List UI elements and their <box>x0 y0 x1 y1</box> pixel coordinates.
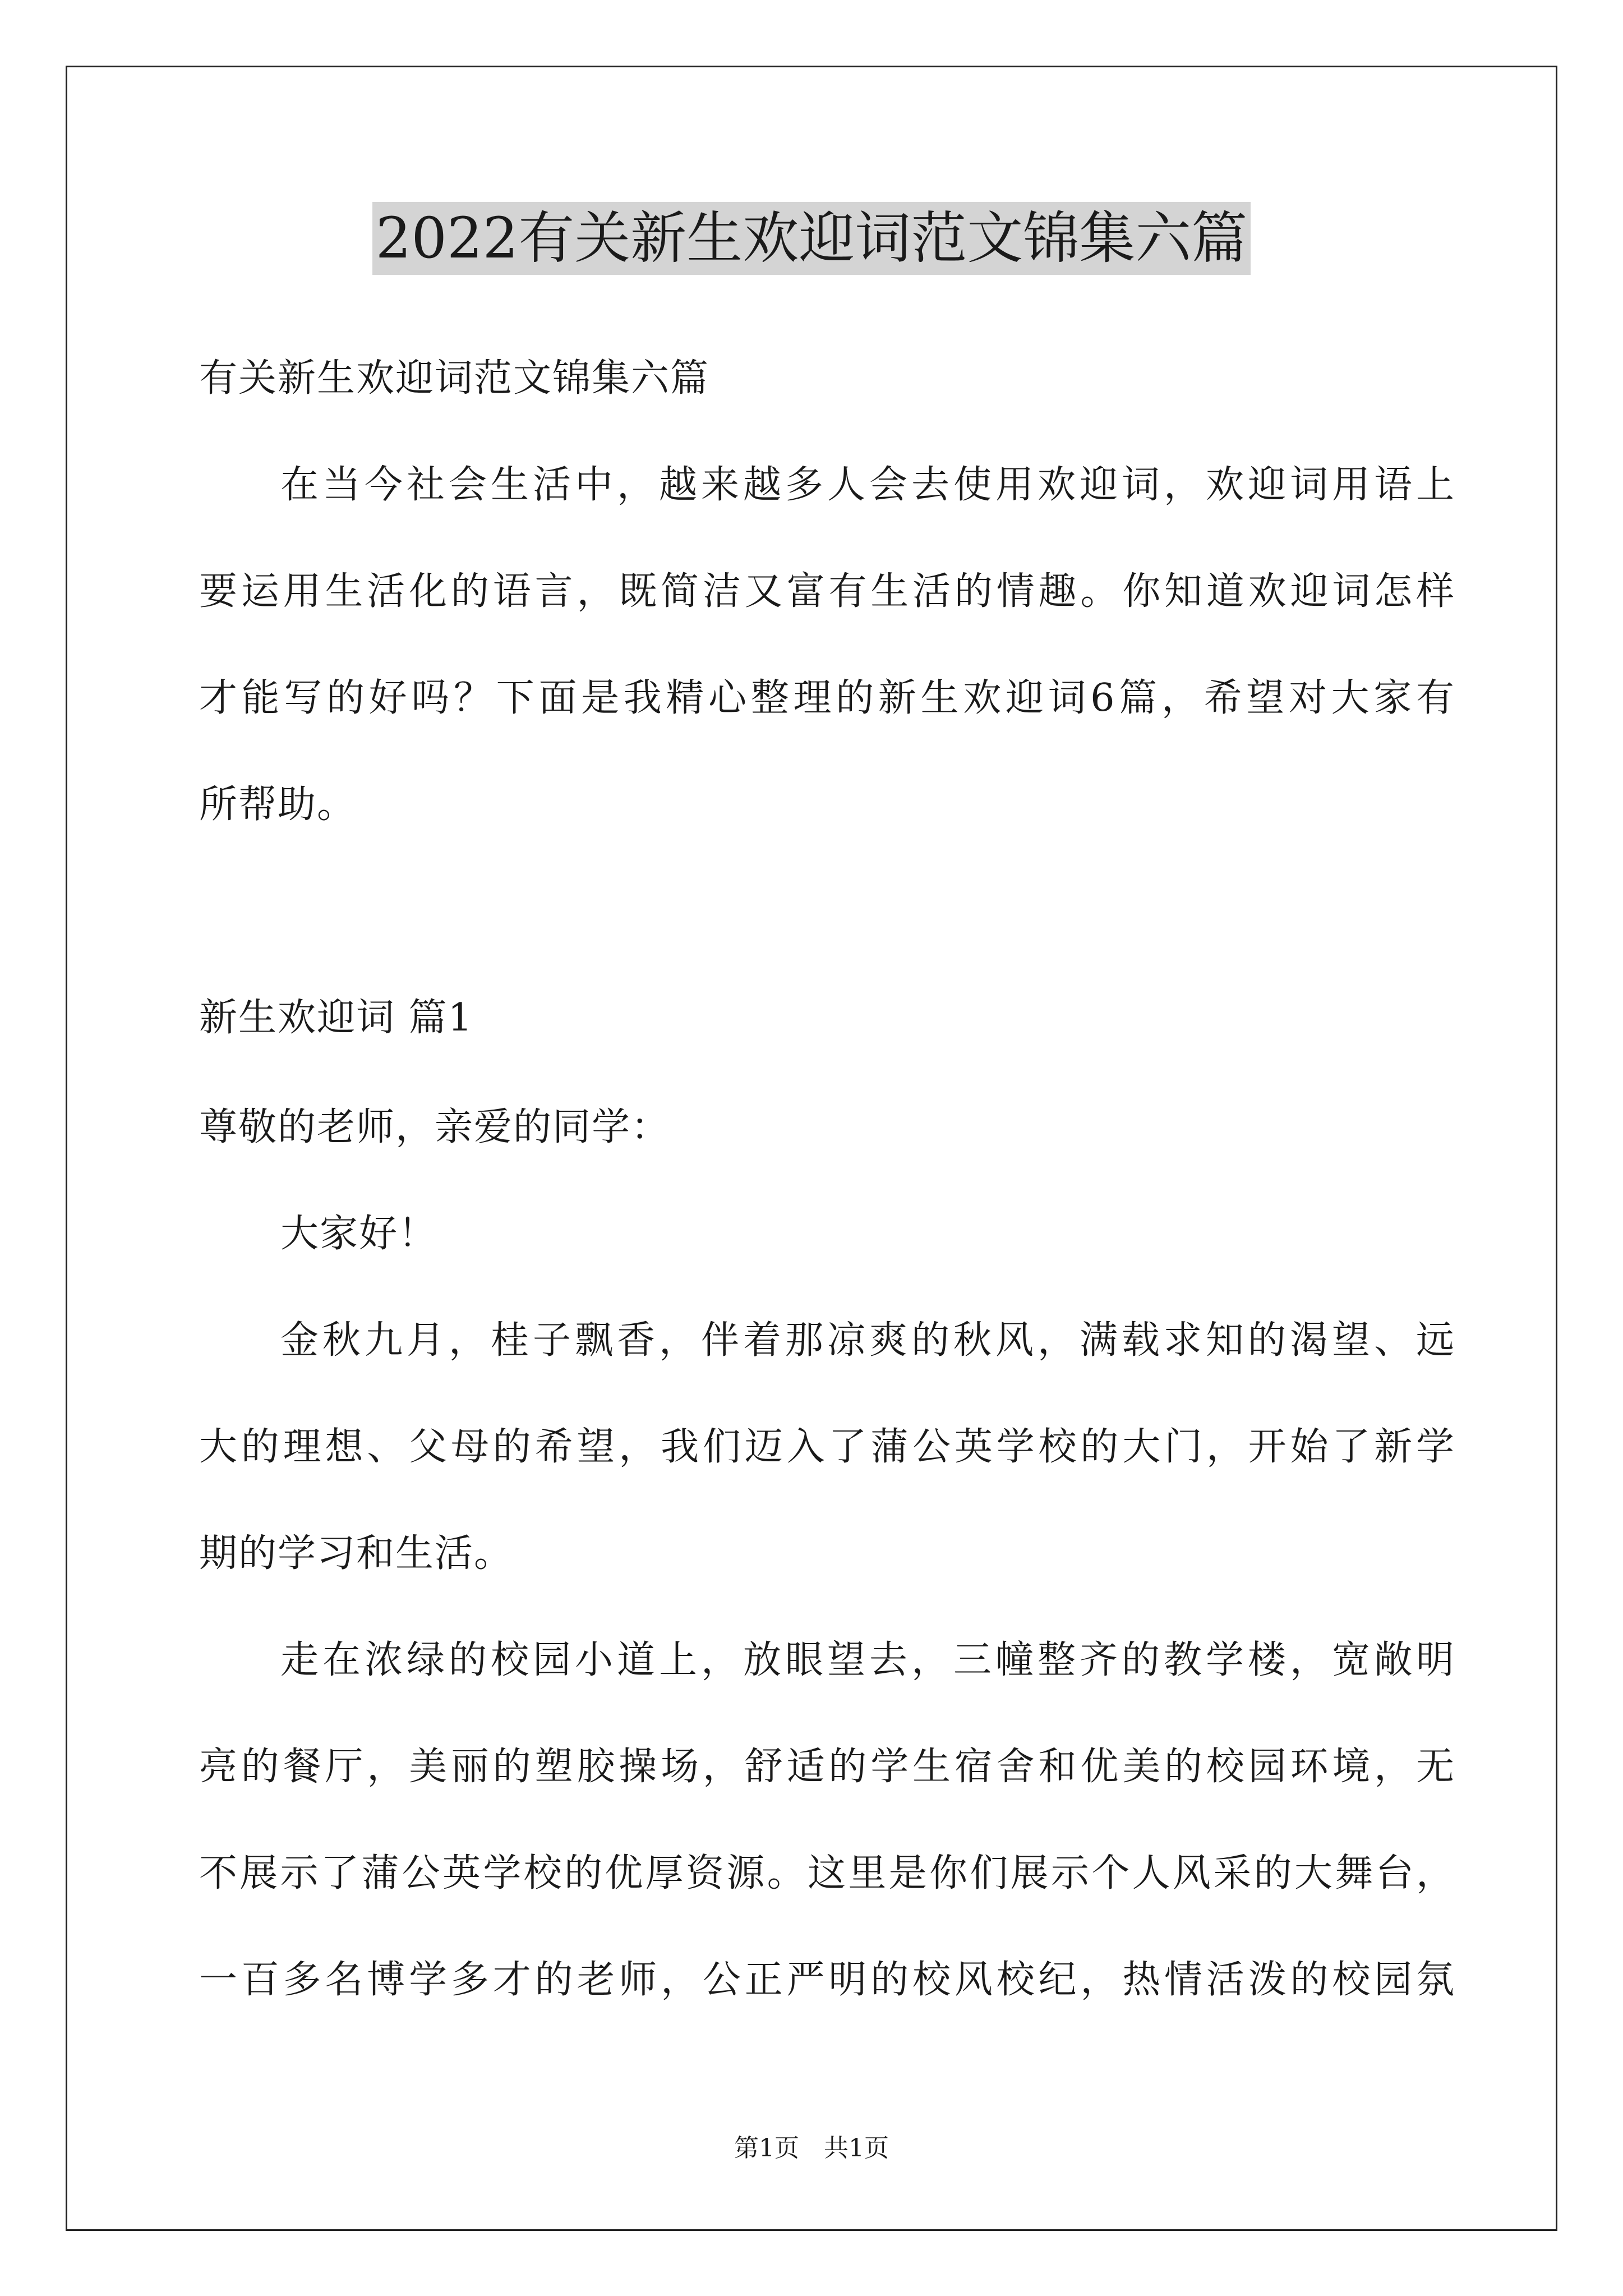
intro-line-3: 才能写的好吗？下面是我精心整理的新生欢迎词6篇，希望对大家有 <box>199 676 1455 720</box>
document-subtitle: 有关新生欢迎词范文锦集六篇 <box>199 356 710 401</box>
para2-line-3: 不展示了蒲公英学校的优厚资源。这里是你们展示个人风采的大舞台， <box>199 1851 1455 1895</box>
document-title: 2022有关新生欢迎词范文锦集六篇 <box>372 202 1251 275</box>
intro-line-2: 要运用生活化的语言，既简洁又富有生活的情趣。你知道欢迎词怎样 <box>199 569 1455 614</box>
greeting: 大家好！ <box>280 1212 438 1256</box>
para1-line-3: 期的学习和生活。 <box>199 1531 514 1576</box>
page-footer: 第1页 共1页 <box>734 2134 889 2162</box>
para2-line-4: 一百多名博学多才的老师，公正严明的校风校纪，热情活泼的校园氛 <box>199 1958 1455 2002</box>
section-heading: 新生欢迎词 篇1 <box>199 996 473 1040</box>
para2-line-1: 走在浓绿的校园小道上，放眼望去，三幢整齐的教学楼，宽敞明 <box>280 1638 1455 1682</box>
para1-line-1: 金秋九月，桂子飘香，伴着那凉爽的秋风，满载求知的渴望、远 <box>280 1318 1455 1363</box>
intro-line-4: 所帮助。 <box>199 783 357 827</box>
intro-line-1: 在当今社会生活中，越来越多人会去使用欢迎词，欢迎词用语上 <box>280 463 1455 507</box>
para1-line-2: 大的理想、父母的希望，我们迈入了蒲公英学校的大门，开始了新学 <box>199 1425 1455 1469</box>
salutation: 尊敬的老师，亲爱的同学： <box>199 1105 671 1149</box>
para2-line-2: 亮的餐厅，美丽的塑胶操场，舒适的学生宿舍和优美的校园环境，无 <box>199 1745 1455 1789</box>
title-wrap <box>0 202 1623 275</box>
